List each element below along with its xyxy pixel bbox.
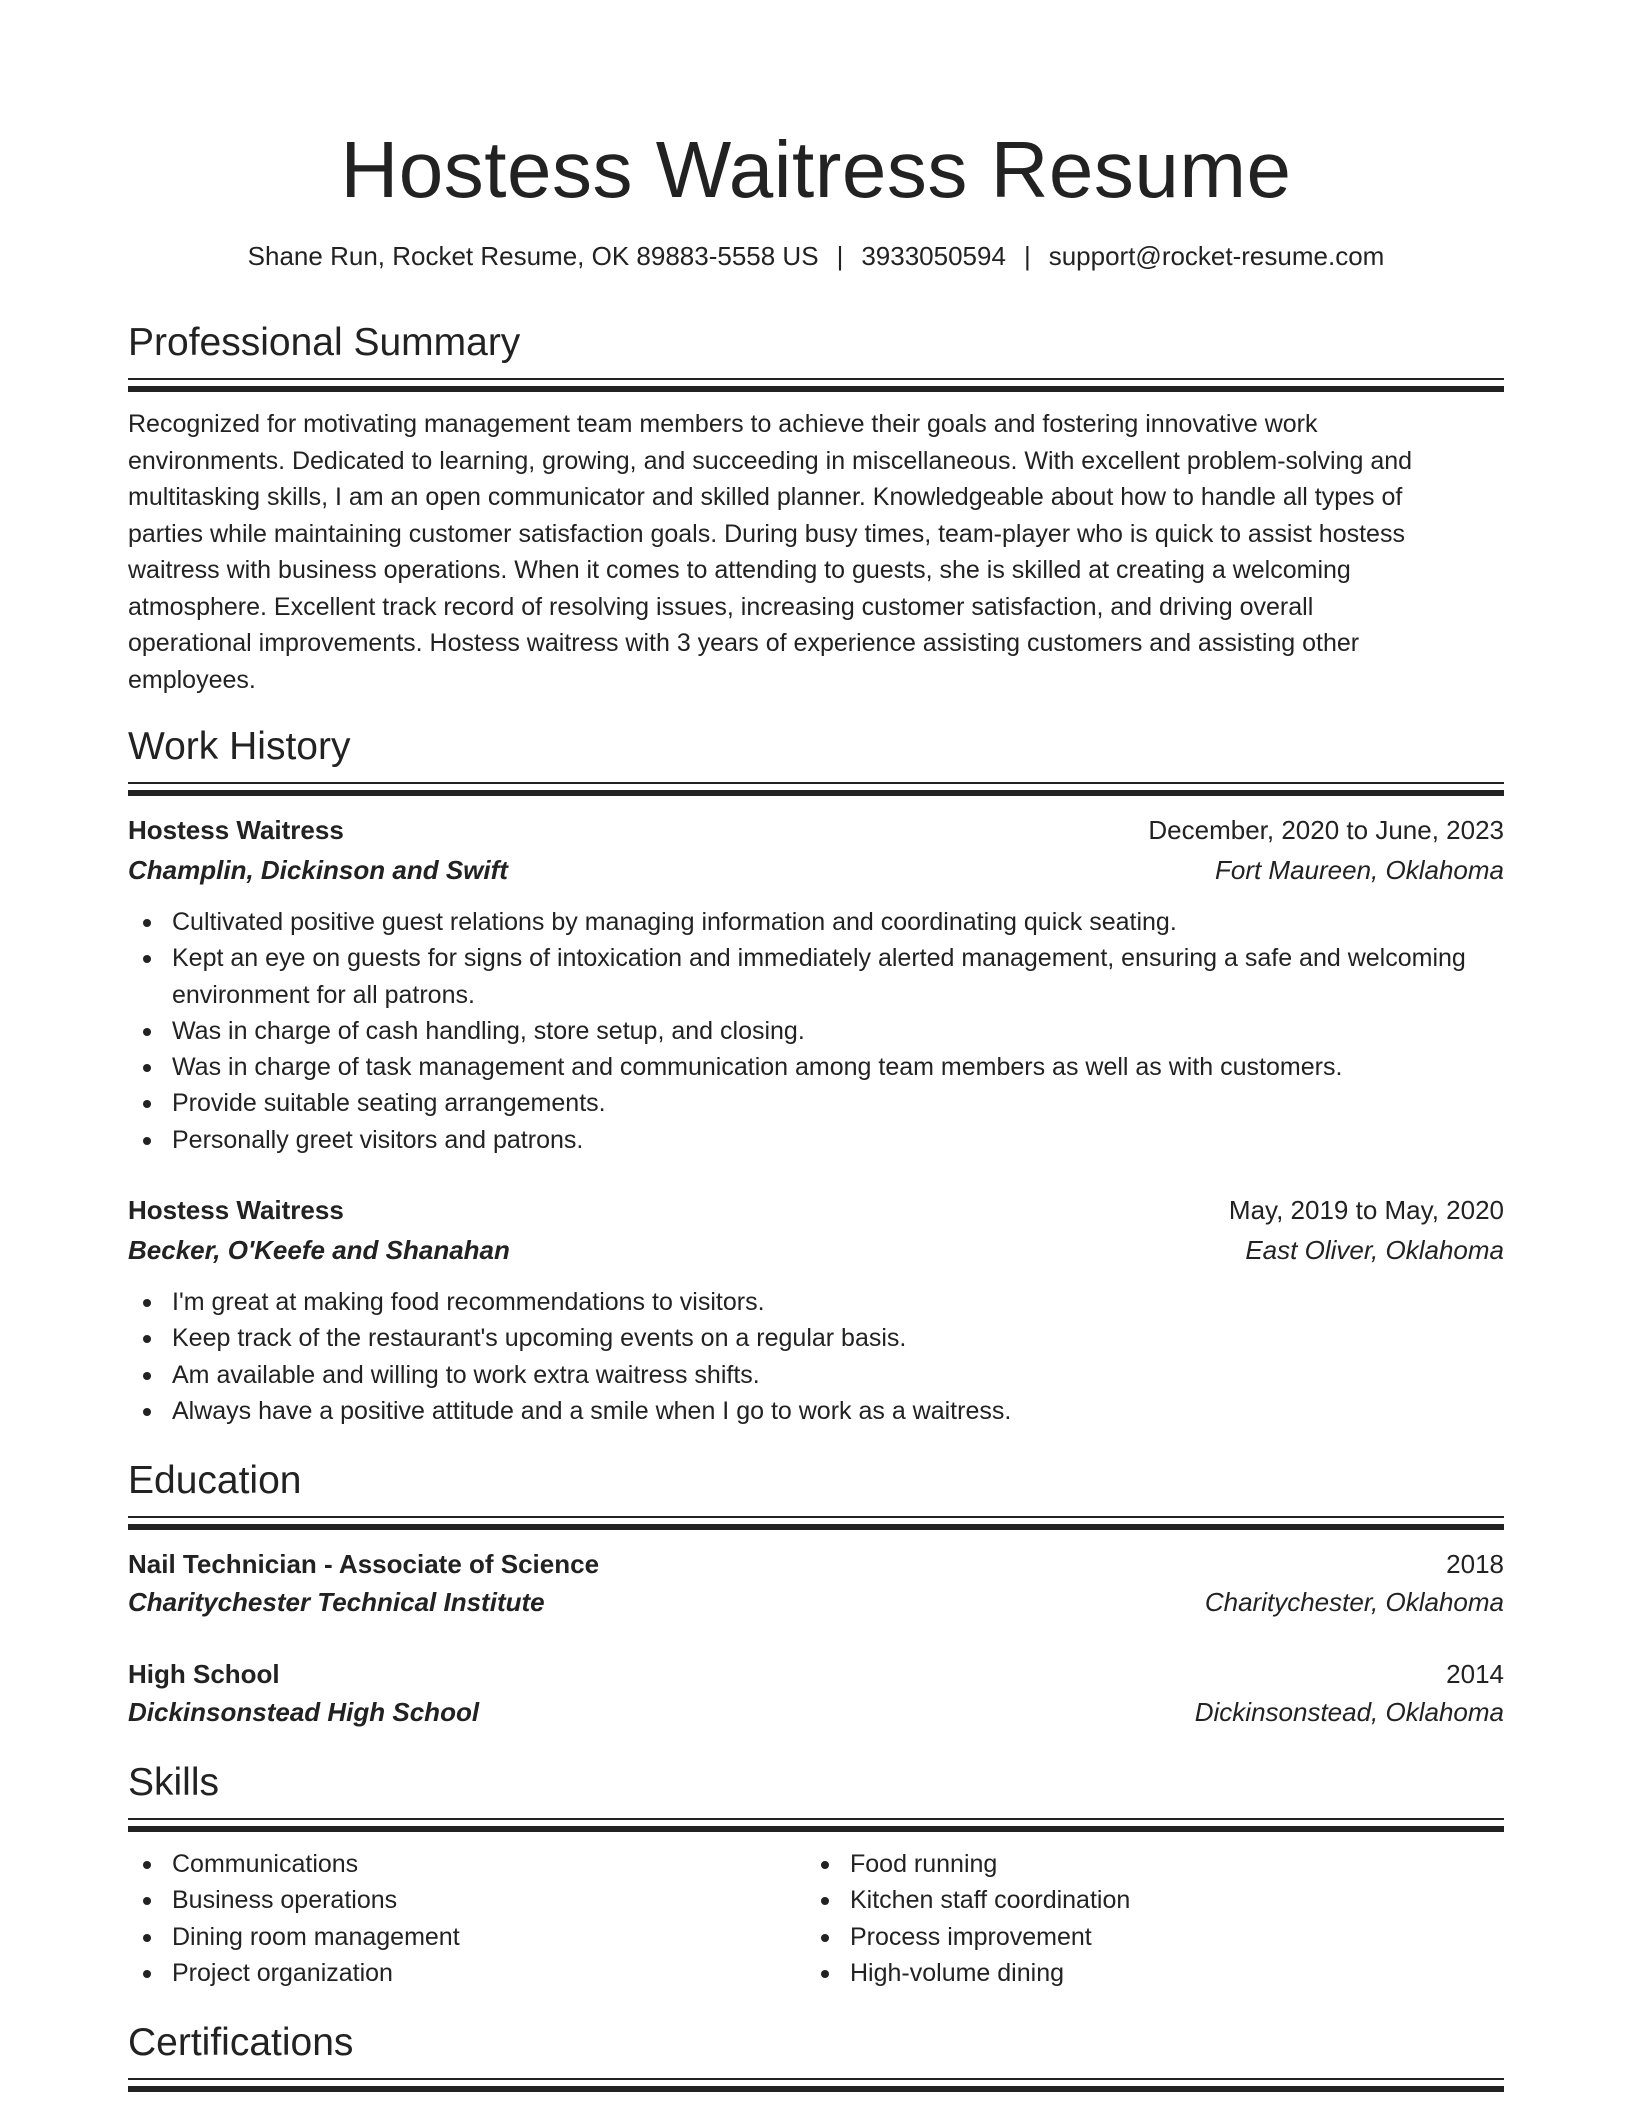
section-divider xyxy=(128,378,1504,380)
contact-line xyxy=(128,238,1504,274)
skill-item: Dining room management xyxy=(172,1919,808,1955)
certifications-section-header xyxy=(128,2018,1504,2068)
skills-list-left xyxy=(128,1846,808,1991)
education-school-row xyxy=(128,1583,1504,1621)
education-school: Dickinsonstead High School xyxy=(128,1697,480,1727)
list-item: Was in charge of cash handling, store setup, and closing. xyxy=(172,1013,1504,1049)
summary-line: environments. Dedicated to learning, growing, and succeeding in miscellaneous. With excellent problem-solving and xyxy=(128,446,1413,475)
section-divider xyxy=(128,790,1504,796)
list-item: Provide suitable seating arrangements. xyxy=(172,1085,1504,1121)
section-divider xyxy=(128,1516,1504,1518)
education-year: 2014 xyxy=(1446,1659,1504,1689)
section-divider xyxy=(128,2086,1504,2092)
contact-separator: | xyxy=(836,241,844,271)
contact-email: support@rocket-resume.com xyxy=(1048,241,1385,271)
summary-line: operational improvements. Hostess waitress with 3 years of experience assisting customers and assisting other xyxy=(128,629,1360,657)
section-divider xyxy=(128,2078,1504,2080)
education-location: Charitychester, Oklahoma xyxy=(1204,1587,1504,1617)
skill-item: Communications xyxy=(172,1846,808,1882)
job-company-row xyxy=(128,851,1504,889)
section-divider xyxy=(128,1826,1504,1832)
contact-separator: | xyxy=(1023,241,1031,271)
skills-list-right xyxy=(806,1846,1504,1991)
education-header-row xyxy=(128,1655,1504,1693)
summary-line: employees. xyxy=(128,665,256,694)
list-item: Was in charge of task management and communication among team members as well as with customers. xyxy=(172,1049,1504,1085)
list-item: Cultivated positive guest relations by managing information and coordinating quick seating. xyxy=(172,904,1504,940)
job-company: Becker, O'Keefe and Shanahan xyxy=(128,1235,510,1265)
education-location: Dickinsonstead, Oklahoma xyxy=(1194,1697,1504,1727)
summary-line: multitasking skills, I am an open communicator and skilled planner. Knowledgeable about how to handle all types of xyxy=(128,483,1403,511)
work-section-header xyxy=(128,722,1504,772)
summary-line: parties while maintaining customer satisfaction goals. During busy times, team-player who is quick to assist hostess xyxy=(128,519,1405,548)
education-degree: High School xyxy=(128,1659,280,1689)
job-title: Hostess Waitress xyxy=(128,1195,344,1225)
section-heading: Work History xyxy=(128,725,351,768)
contact-address: Shane Run, Rocket Resume, OK 89883-5558 US xyxy=(247,241,819,271)
list-item: I'm great at making food recommendations to visitors. xyxy=(172,1284,1504,1320)
section-heading: Professional Summary xyxy=(128,321,521,364)
skill-item: Process improvement xyxy=(850,1919,1504,1955)
skill-item: Business operations xyxy=(172,1882,808,1918)
list-item: Personally greet visitors and patrons. xyxy=(172,1122,1504,1158)
job-header-row xyxy=(128,811,1504,849)
list-item: Always have a positive attitude and a smile when I go to work as a waitress. xyxy=(172,1393,1504,1429)
job-bullets xyxy=(128,1284,1504,1429)
job-dates: May, 2019 to May, 2020 xyxy=(1228,1195,1504,1225)
list-item: Am available and willing to work extra waitress shifts. xyxy=(172,1357,1504,1393)
job-company-row xyxy=(128,1231,1504,1269)
section-heading: Skills xyxy=(128,1761,220,1804)
section-divider xyxy=(128,1524,1504,1530)
skill-item: Food running xyxy=(850,1846,1504,1882)
summary-line: atmosphere. Excellent track record of resolving issues, increasing customer satisfaction, and driving overall xyxy=(128,592,1314,621)
education-section-header xyxy=(128,1456,1504,1506)
list-item: Kept an eye on guests for signs of intoxication and immediately alerted management, ensuring a safe and welcoming environment for all patrons. xyxy=(172,940,1504,1013)
section-heading: Education xyxy=(128,1459,302,1502)
education-degree: Nail Technician - Associate of Science xyxy=(128,1549,600,1579)
job-header-row xyxy=(128,1191,1504,1229)
summary-section-header xyxy=(128,318,1504,368)
education-school-row xyxy=(128,1693,1504,1731)
job-dates: December, 2020 to June, 2023 xyxy=(1148,815,1504,845)
job-title: Hostess Waitress xyxy=(128,815,344,845)
skill-item: Project organization xyxy=(172,1955,808,1991)
skills-section-header xyxy=(128,1758,1504,1808)
job-location: Fort Maureen, Oklahoma xyxy=(1214,855,1504,885)
education-year: 2018 xyxy=(1446,1549,1504,1579)
summary-paragraph xyxy=(128,406,1504,698)
education-school: Charitychester Technical Institute xyxy=(128,1587,545,1617)
section-divider xyxy=(128,386,1504,392)
list-item: Keep track of the restaurant's upcoming events on a regular basis. xyxy=(172,1320,1504,1356)
job-location: East Oliver, Oklahoma xyxy=(1245,1235,1504,1265)
contact-phone: 3933050594 xyxy=(861,241,1006,271)
summary-line: Recognized for motivating management team members to achieve their goals and fostering innovative work xyxy=(128,410,1318,438)
section-divider xyxy=(128,1818,1504,1820)
resume-title: Hostess Waitress Resume xyxy=(340,125,1292,214)
skill-item: Kitchen staff coordination xyxy=(850,1882,1504,1918)
job-bullets xyxy=(128,904,1504,1158)
section-heading: Certifications xyxy=(128,2021,354,2064)
section-divider xyxy=(128,782,1504,784)
job-company: Champlin, Dickinson and Swift xyxy=(128,855,508,885)
skill-item: High-volume dining xyxy=(850,1955,1504,1991)
education-header-row xyxy=(128,1545,1504,1583)
summary-line: waitress with business operations. When it comes to attending to guests, she is skilled at creating a welcoming xyxy=(128,556,1351,584)
